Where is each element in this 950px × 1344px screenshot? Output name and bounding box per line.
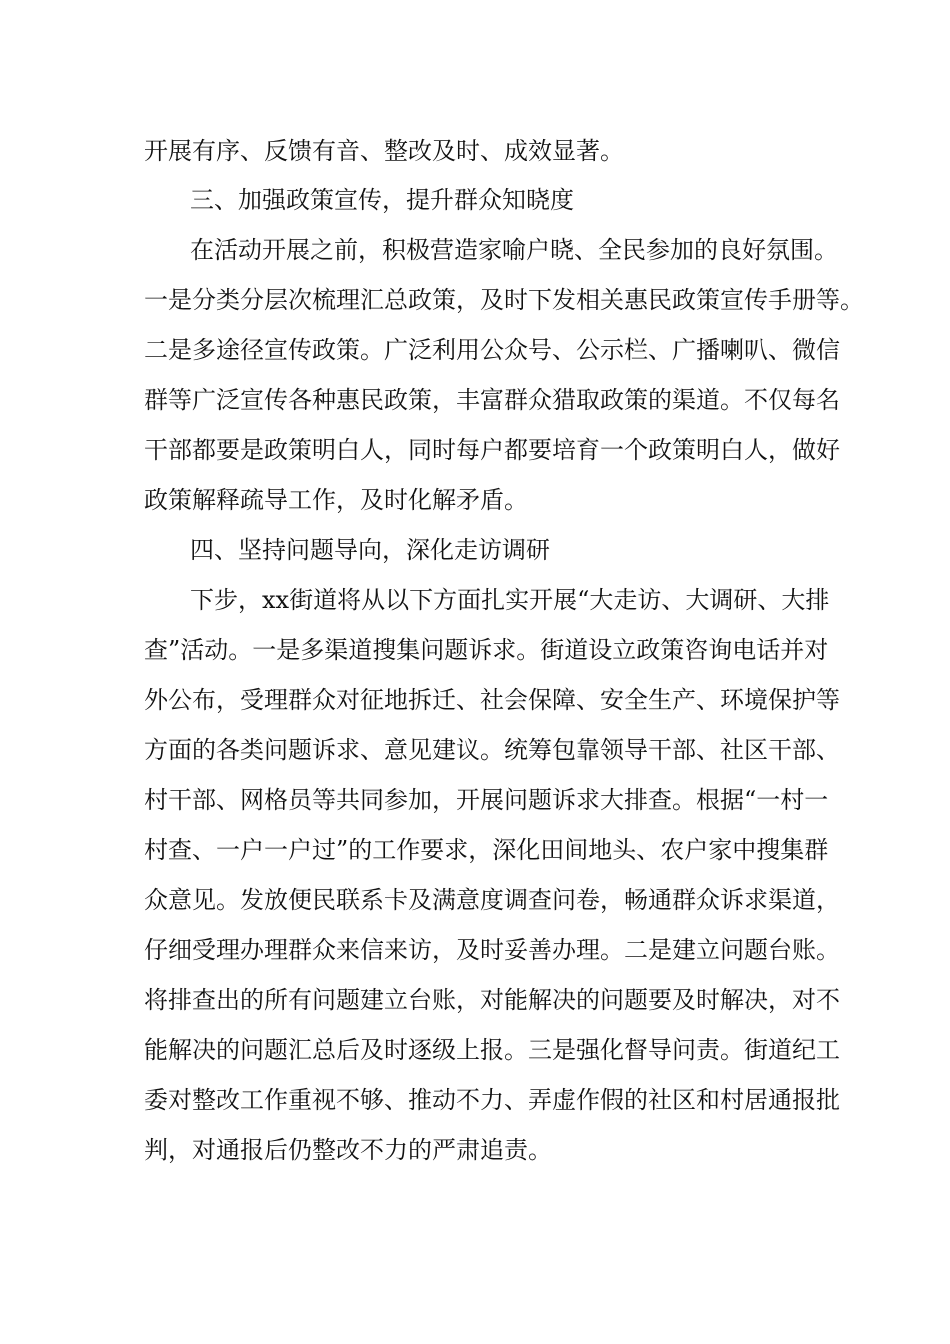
heading-text: 三、加强政策宣传，提升群众知晓度 (190, 186, 574, 214)
text-line (0, 280, 950, 320)
text-line (0, 131, 950, 171)
line-text: 将排查出的所有问题建立台账，对能解决的问题要及时解决，对不 (144, 986, 840, 1014)
line-text: 委对整改工作重视不够、推动不力、弄虚作假的社区和村居通报批 (144, 1086, 840, 1114)
line-text: 干部都要是政策明白人，同时每户都要培育一个政策明白人，做好 (144, 436, 840, 464)
line-text: 二是多途径宣传政策。广泛利用公众号、公示栏、广播喇叭、微信 (144, 336, 840, 364)
line-text: 查”活动。一是多渠道搜集问题诉求。街道设立政策咨询电话并对 (144, 636, 829, 664)
text-line (0, 930, 950, 970)
text-line (0, 580, 950, 620)
line-text: 一是分类分层次梳理汇总政策，及时下发相关惠民政策宣传手册等。 (144, 286, 864, 314)
line-text: 外公布，受理群众对征地拆迁、社会保障、安全生产、环境保护等 (144, 686, 840, 714)
text-line (0, 880, 950, 920)
line-text: 政策解释疏导工作，及时化解矛盾。 (144, 486, 528, 514)
text-line (0, 830, 950, 870)
text-line (0, 330, 950, 370)
text-line (0, 230, 950, 270)
heading-text: 四、坚持问题导向，深化走访调研 (190, 536, 550, 564)
line-text: 群等广泛宣传各种惠民政策，丰富群众猎取政策的渠道。不仅每名 (144, 386, 840, 414)
text-line (0, 1080, 950, 1120)
text-line (0, 430, 950, 470)
text-line (0, 780, 950, 820)
line-text: 能解决的问题汇总后及时逐级上报。三是强化督导问责。街道纪工 (144, 1036, 840, 1064)
text-line (0, 630, 950, 670)
text-line (0, 1030, 950, 1070)
line-text: 判，对通报后仍整改不力的严肃追责。 (144, 1136, 552, 1164)
section-heading-3 (0, 180, 950, 220)
text-line (0, 380, 950, 420)
line-text: 村查、一户一户过”的工作要求，深化田间地头、农户家中搜集群 (144, 836, 829, 864)
line-text: 方面的各类问题诉求、意见建议。统筹包靠领导干部、社区干部、 (144, 736, 840, 764)
text-line (0, 730, 950, 770)
section-heading-4 (0, 530, 950, 570)
text-line (0, 980, 950, 1020)
text-line (0, 480, 950, 520)
line-text: 仔细受理办理群众来信来访，及时妥善办理。二是建立问题台账。 (144, 936, 840, 964)
line-text: 下步，xx街道将从以下方面扎实开展“大走访、大调研、大排 (190, 586, 830, 614)
text-line (0, 1130, 950, 1170)
line-text: 开展有序、反馈有音、整改及时、成效显著。 (144, 137, 624, 165)
line-text: 村干部、网格员等共同参加，开展问题诉求大排查。根据“一村一 (144, 786, 829, 814)
line-text: 在活动开展之前，积极营造家喻户晓、全民参加的良好氛围。 (190, 236, 838, 264)
text-line (0, 680, 950, 720)
line-text: 众意见。发放便民联系卡及满意度调查问卷，畅通群众诉求渠道， (144, 886, 840, 914)
